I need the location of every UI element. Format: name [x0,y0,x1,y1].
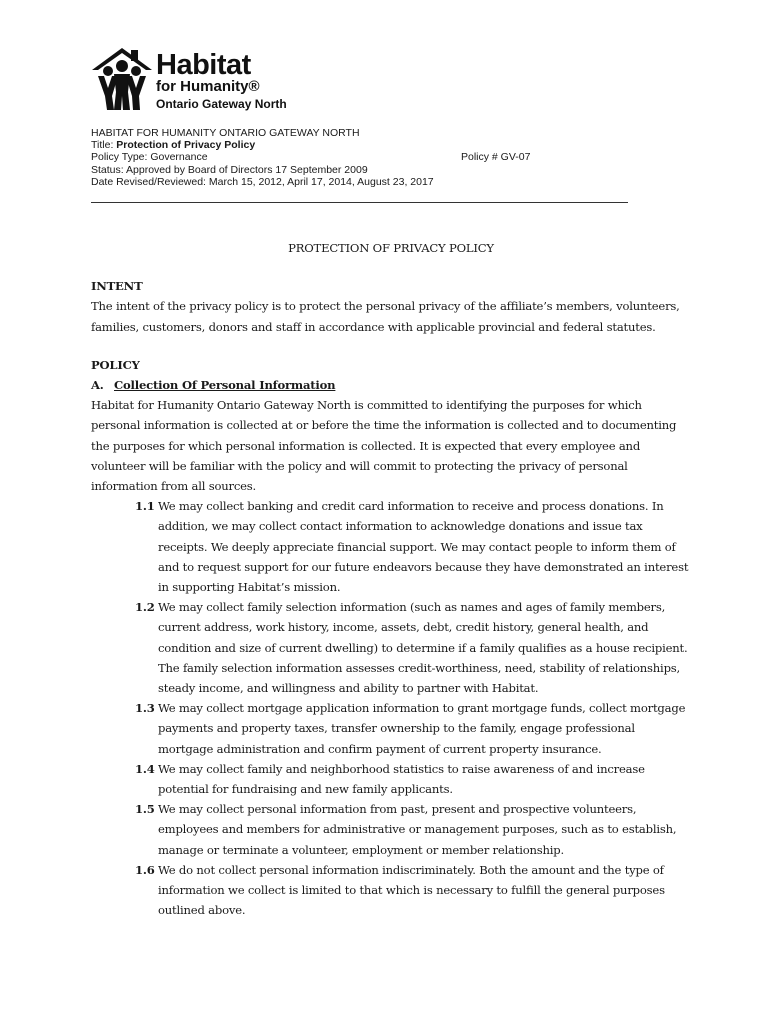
item-text: We may collect personal information from past, present and prospective volunteers, employees and members for administrative or management purposes, such as to establish, manage or terminate a volunteer, employment or member relationship. [158,802,677,857]
logo-chapter-name: Ontario Gateway North [156,97,287,111]
house-people-icon [90,44,154,116]
list-item-1-4 [91,759,691,799]
item-number: 1.2 [135,600,155,615]
policy-status: Status: Approved by Board of Directors 17 September 2009 [91,163,368,176]
policy-header [91,127,631,188]
item-text: We may collect family selection information (such as names and ages of family members, current address, work history, income, assets, debt, credit history, general health, and condition and size of current dwelling) to determine if a family qualifies as a house recipient. The family selection information assesses credit-worthiness, need, stability of relationships, steady income, and willingness and ability to partner with Habitat. [158,600,688,696]
document-body [91,238,691,921]
logo-wordmark: Habitat [156,49,251,81]
section-a-paragraph: Habitat for Humanity Ontario Gateway North is committed to identifying the purposes for which personal information is collected at or before the time the information is collected and to documenting the purposes for which personal information is collected. It is expected that every employee and volunteer will be familiar with the policy and will commit to protecting the privacy of personal information from all sources. [91,398,677,494]
header-divider [91,202,628,203]
document-title: PROTECTION OF PRIVACY POLICY [288,241,494,255]
item-text: We do not collect personal information indiscriminately. Both the amount and the type of information we collect is limited to that which is necessary to fulfill the general purposes outlined above. [158,862,665,918]
logo-tagline: for Humanity® [156,78,260,95]
policy-type: Policy Type: Governance [91,151,208,164]
item-number: 1.5 [135,802,155,817]
section-a-letter: A. [91,378,104,393]
policy-number: Policy # GV-07 [461,151,531,164]
title-value: Protection of Privacy Policy [116,139,256,152]
list-item-1-6 [91,860,691,921]
intent-heading: INTENT [91,279,143,294]
org-name: HABITAT FOR HUMANITY ONTARIO GATEWAY NORTH [91,127,360,139]
section-a-title: Collection Of Personal Information [114,378,336,393]
item-text: We may collect banking and credit card information to receive and process donations. In addition, we may collect contact information to acknowledge donations and issue tax receipts. We deeply appreciate financial support. We may contact people to inform them of and to request support for our future endeavors because they have demonstrated an interest in supporting Habitat’s mission. [158,499,689,595]
policy-heading: POLICY [91,357,140,372]
section-a-heading [91,375,691,395]
item-number: 1.6 [135,862,155,877]
title-label: Title: [91,139,117,152]
item-text: We may collect mortgage application information to grant mortgage funds, collect mortgage payments and property taxes, transfer ownership to the family, engage professional mortgage administration and confirm payment of current property insurance. [158,701,686,756]
list-item-1-1 [91,496,691,597]
item-number: 1.1 [135,499,155,514]
item-number: 1.3 [135,701,155,716]
intent-paragraph: The intent of the privacy policy is to protect the personal privacy of the affiliate’s members, volunteers, families, customers, donors and staff in accordance with applicable provincial and federal statutes. [91,299,680,334]
list-item-1-2 [91,597,691,698]
item-text: We may collect family and neighborhood statistics to raise awareness of and increase potential for fundraising and new family applicants. [158,761,645,797]
item-number: 1.4 [135,761,155,776]
list-item-1-3 [91,698,691,759]
policy-type-row [91,151,631,163]
policy-revised-dates: Date Revised/Reviewed: March 15, 2012, April 17, 2014, August 23, 2017 [91,175,434,188]
policy-title-row [91,139,631,151]
habitat-logo [90,44,287,116]
list-item-1-5 [91,799,691,860]
